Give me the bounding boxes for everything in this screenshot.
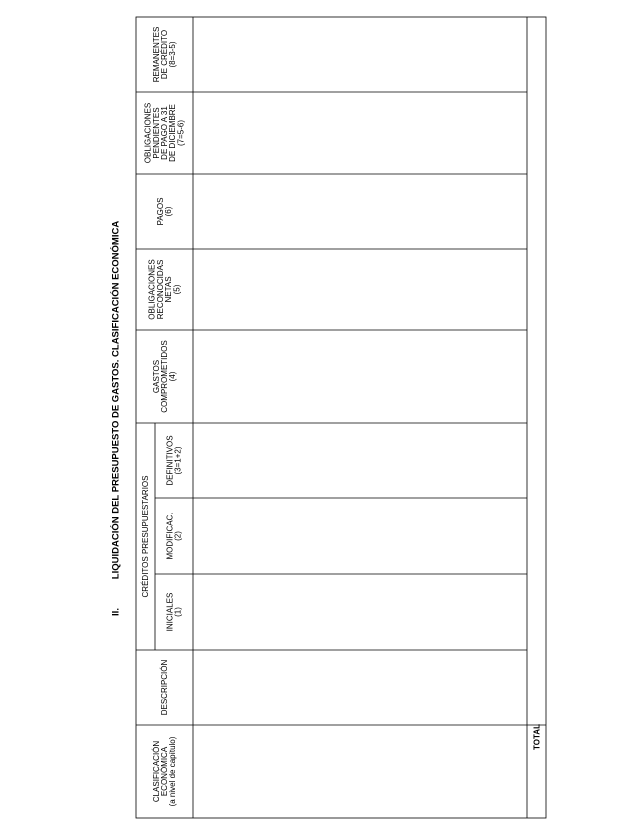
header-remanentes-line: DE CRÉDITO [160,29,169,80]
section-number: II. [110,608,122,616]
header-gastos [152,340,177,412]
header-remanentes [152,27,177,83]
header-gastos-line: GASTOS [151,359,161,394]
header-pendientes-line: (7=5-6) [176,119,186,147]
header-iniciales [165,593,182,632]
header-obligaciones-line: (5) [172,284,182,295]
header-obligaciones-line: OBLIGACIONES [147,259,157,320]
table-border [136,17,546,818]
header-modificac-line: MODIFICAC. [165,512,175,560]
header-creditos-group [141,476,150,598]
header-pendientes-line: DE DICIEMBRE [168,104,178,162]
header-obligaciones-line: RECONOCIDAS [155,259,165,320]
header-modificac-line: (2) [173,531,183,541]
header-pendientes-line: PENDIENTES [151,107,161,159]
section-heading [110,221,122,616]
table-headers [141,27,185,807]
header-pagos-line: (6) [164,206,174,217]
header-gastos-line: COMPROMETIDOS [160,340,169,413]
header-obligaciones [148,259,182,319]
header-remanentes-line: (8=3-5) [168,41,178,68]
header-creditos-group-line: CRÉDITOS PRESUPUESTARIOS [141,475,150,598]
header-definitivos [165,435,182,485]
header-pagos [156,198,173,226]
header-pendientes-line: DE PAGO A 31 [160,106,169,160]
header-obligaciones-line: NETAS [164,276,174,303]
header-definitivos-line: (3=1+2) [173,446,183,475]
header-pendientes-line: OBLIGACIONES [143,102,153,164]
header-descripcion-line: DESCRIPCIÓN [160,659,169,716]
header-iniciales-line: (1) [173,607,183,617]
table-grid [136,17,546,818]
header-pagos-line: PAGOS [155,197,165,226]
header-descripcion [160,659,169,715]
header-modificac [165,512,182,559]
header-definitivos-line: DEFINITIVOS [165,435,175,486]
total-label: TOTAL [532,724,542,750]
header-clasificacion-line: CLASIFICACIÓN [151,740,161,803]
header-clasificacion-line: (a nivel de capítulo) [168,736,178,807]
header-iniciales-line: INICIALES [165,592,175,632]
header-gastos-line: (4) [168,371,178,382]
header-clasificacion [152,736,177,806]
header-clasificacion-line: ECONÓMICA [160,746,169,797]
header-remanentes-line: REMANENTES [151,26,161,83]
section-title: LIQUIDACIÓN DEL PRESUPUESTO DE GASTOS. CLASIFICACIÓN ECONÓMICA [110,220,122,580]
header-pendientes [144,103,186,163]
